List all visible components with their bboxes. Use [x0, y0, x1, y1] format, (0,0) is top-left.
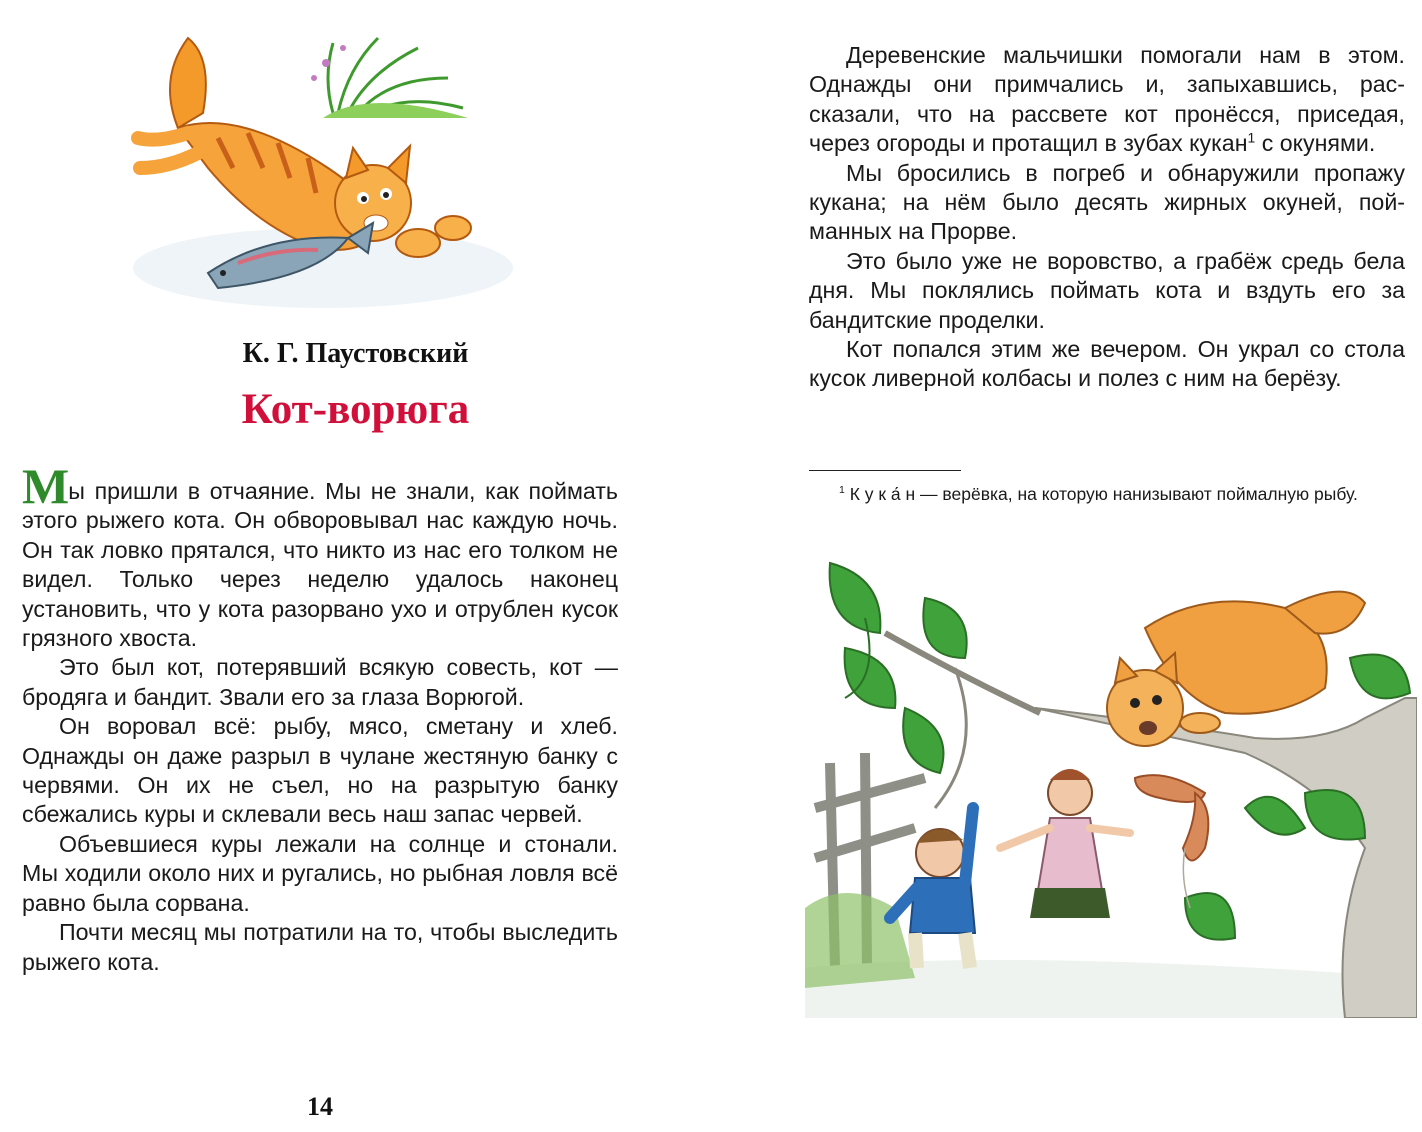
left-page-text	[22, 458, 618, 977]
paragraph: Мы бросились в погреб и обнаружили пропажу кукана; на нём было десять жирных окуней, пойманных на Прорве.	[809, 159, 1405, 245]
cat-with-fish-illustration	[118, 18, 528, 318]
paragraph: Деревенские мальчишки помогали нам в этом. Однажды они примчались и, запыхавшись, рассказали, что на рассвете кот пронёсся, приседая, через огороды и протащил в зубах кукан$^1$ с окунями.	[809, 42, 1405, 157]
paragraph: Это был кот, потерявший всякую совесть, кот — бродяга и бандит. Звали его за глаза Ворюгой.	[22, 654, 618, 710]
footnote-term: К у к а́ н	[849, 484, 916, 504]
author-name: К. Г. Паустовский	[242, 338, 469, 369]
footnote-text: — верёвка, на которую нанизывают поймалную рыбу.	[915, 484, 1358, 504]
paragraph: Это было уже не воровство, а грабёж средь бела дня. Мы поклялись поймать кота и вздуть его за бандитские проделки.	[809, 247, 1405, 333]
footnote	[809, 480, 1405, 509]
paragraph: Мы пришли в отчаяние. Мы не знали, как поймать этого рыжего кота. Он обворовывал нас каждую ночь. Он так ловко прятался, что никто из нас его толком не видел. Только через неделю удалось наконец установить, что у кота разорвано ухо и отрублен кусок грязного хвоста.	[22, 458, 618, 652]
cat-on-branch-illustration	[805, 548, 1417, 1018]
right-page-text	[809, 41, 1405, 394]
drop-cap: М	[22, 458, 69, 514]
right-page	[711, 0, 1422, 1132]
footnote-marker: 1	[839, 484, 845, 497]
story-title: Кот-ворюга	[241, 386, 470, 433]
footnote-divider	[809, 470, 961, 471]
paragraph: Объевшиеся куры лежали на солнце и стонали. Мы ходили около них и ругались, но рыбная ловля всё равно была сорвана.	[22, 830, 618, 916]
paragraph: Почти месяц мы потратили на то, чтобы выследить рыжего кота.	[22, 919, 618, 975]
paragraph: Кот попался этим же вечером. Он украл со стола кусок ливерной колбасы и полез с ним на берёзу.	[809, 336, 1405, 392]
page-number: 14	[307, 1092, 333, 1121]
footnote-reference[interactable]: 1	[1247, 129, 1256, 146]
paragraph: Он воровал всё: рыбу, мясо, сметану и хлеб. Однажды он даже разрыл в чулане жестяную банку с червями. Он их не съел, но на разрытую банку сбежались куры и склевали весь наш запас червей.	[22, 713, 618, 828]
